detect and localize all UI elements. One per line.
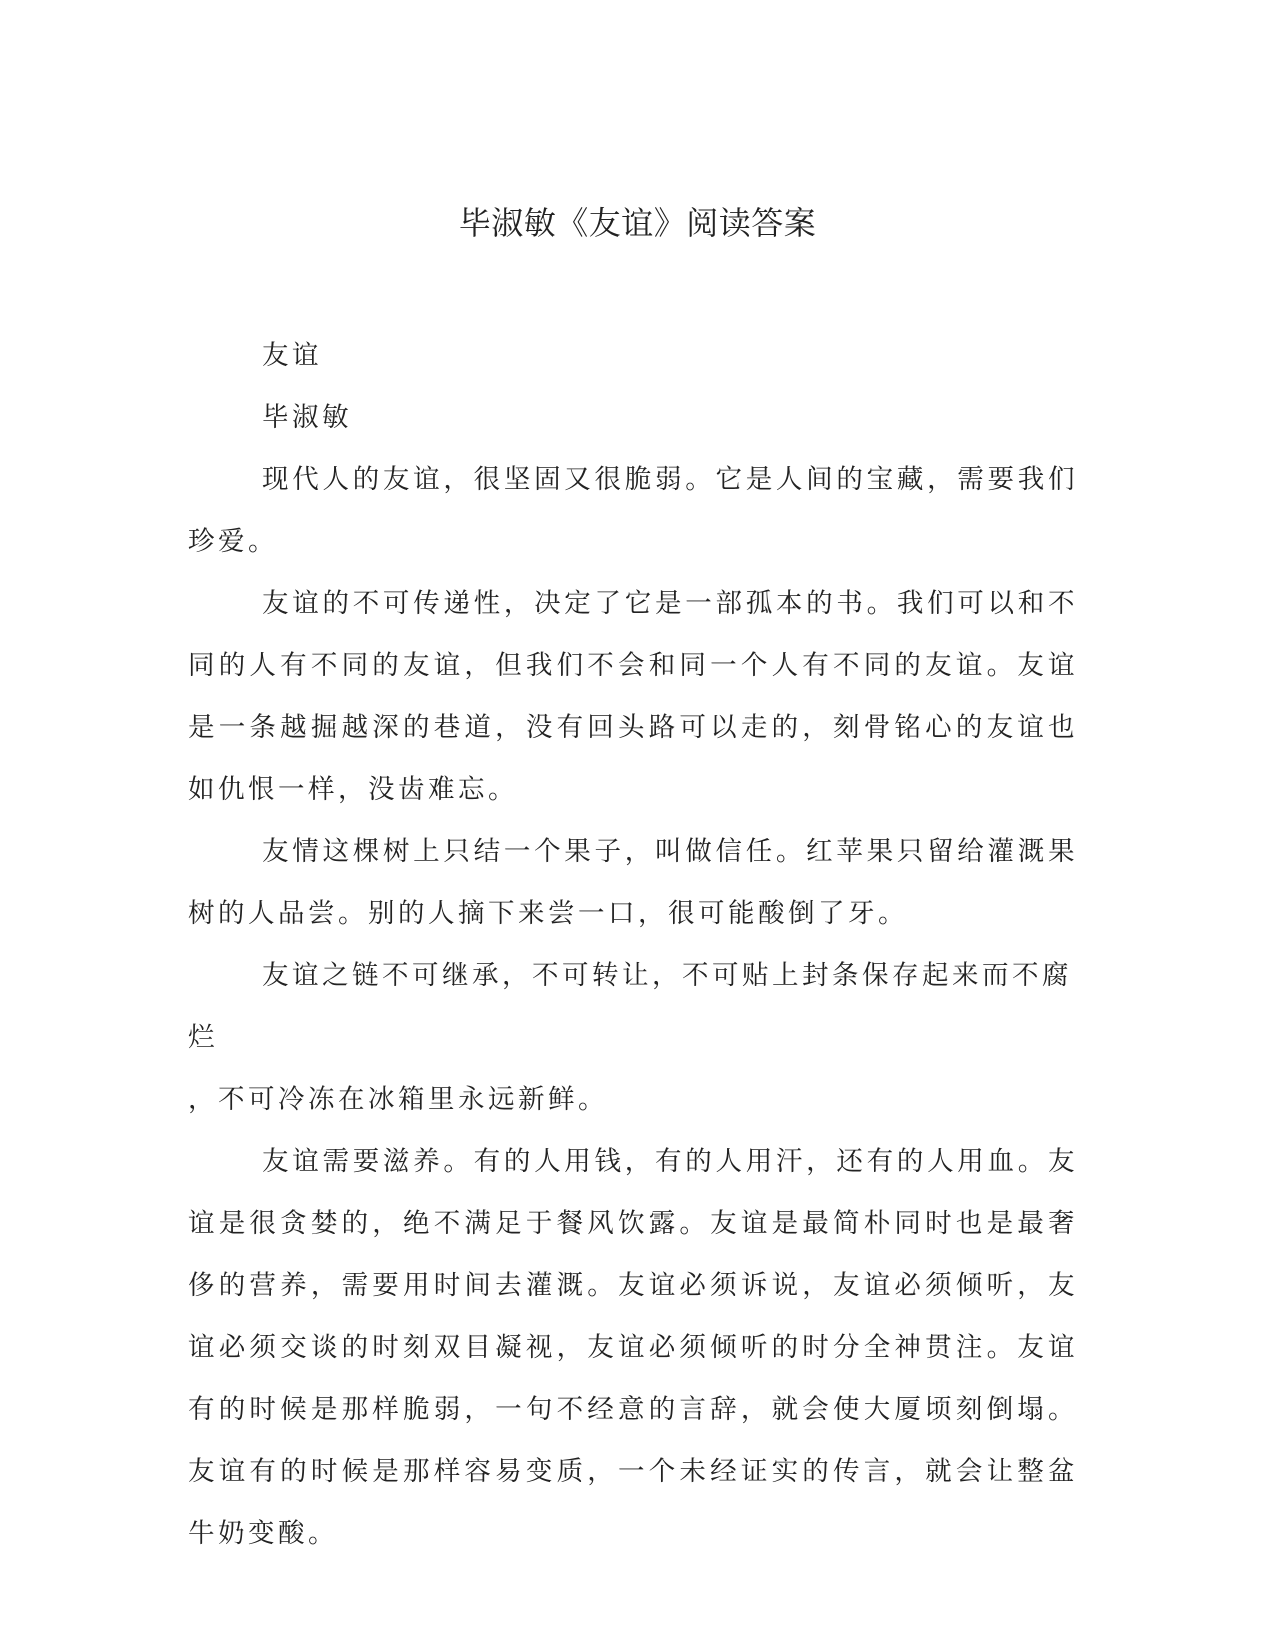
paragraph-line: 友谊之链不可继承，不可转让，不可贴上封条保存起来而不腐烂 <box>188 960 1072 1053</box>
essay-author: 毕淑敏 <box>262 402 352 433</box>
paragraph: 友谊的不可传递性，决定了它是一部孤本的书。我们可以和不同的人有不同的友谊，但我们不会和同一个人有不同的友谊。友谊是一条越掘越深的巷道，没有回头路可以走的，刻骨铭心的友谊也如仇恨一样，没齿难忘。 <box>188 588 1078 805</box>
paragraph <box>188 945 1078 1131</box>
essay-heading: 友谊 <box>262 340 322 371</box>
paragraph: 现代人的友谊，很坚固又很脆弱。它是人间的宝藏，需要我们珍爱。 <box>188 464 1078 557</box>
paragraph: 友情这棵树上只结一个果子，叫做信任。红苹果只留给灌溉果树的人品尝。别的人摘下来尝一口，很可能酸倒了牙。 <box>188 836 1078 929</box>
document-body <box>188 325 1078 1565</box>
document-title: 毕淑敏《友谊》阅读答案 <box>458 204 817 242</box>
paragraph-line-continued: ，不可冷冻在冰箱里永远新鲜。 <box>188 1084 608 1115</box>
paragraph: 友谊需要滋养。有的人用钱，有的人用汗，还有的人用血。友谊是很贪婪的，绝不满足于餐风饮露。友谊是最简朴同时也是最奢侈的营养，需要用时间去灌溉。友谊必须诉说，友谊必须倾听，友谊必须交谈的时刻双目凝视，友谊必须倾听的时分全神贯注。友谊有的时候是那样脆弱，一句不经意的言辞，就会使大厦顷刻倒塌。友谊有的时候是那样容易变质，一个未经证实的传言，就会让整盆牛奶变酸。 <box>188 1146 1078 1549</box>
